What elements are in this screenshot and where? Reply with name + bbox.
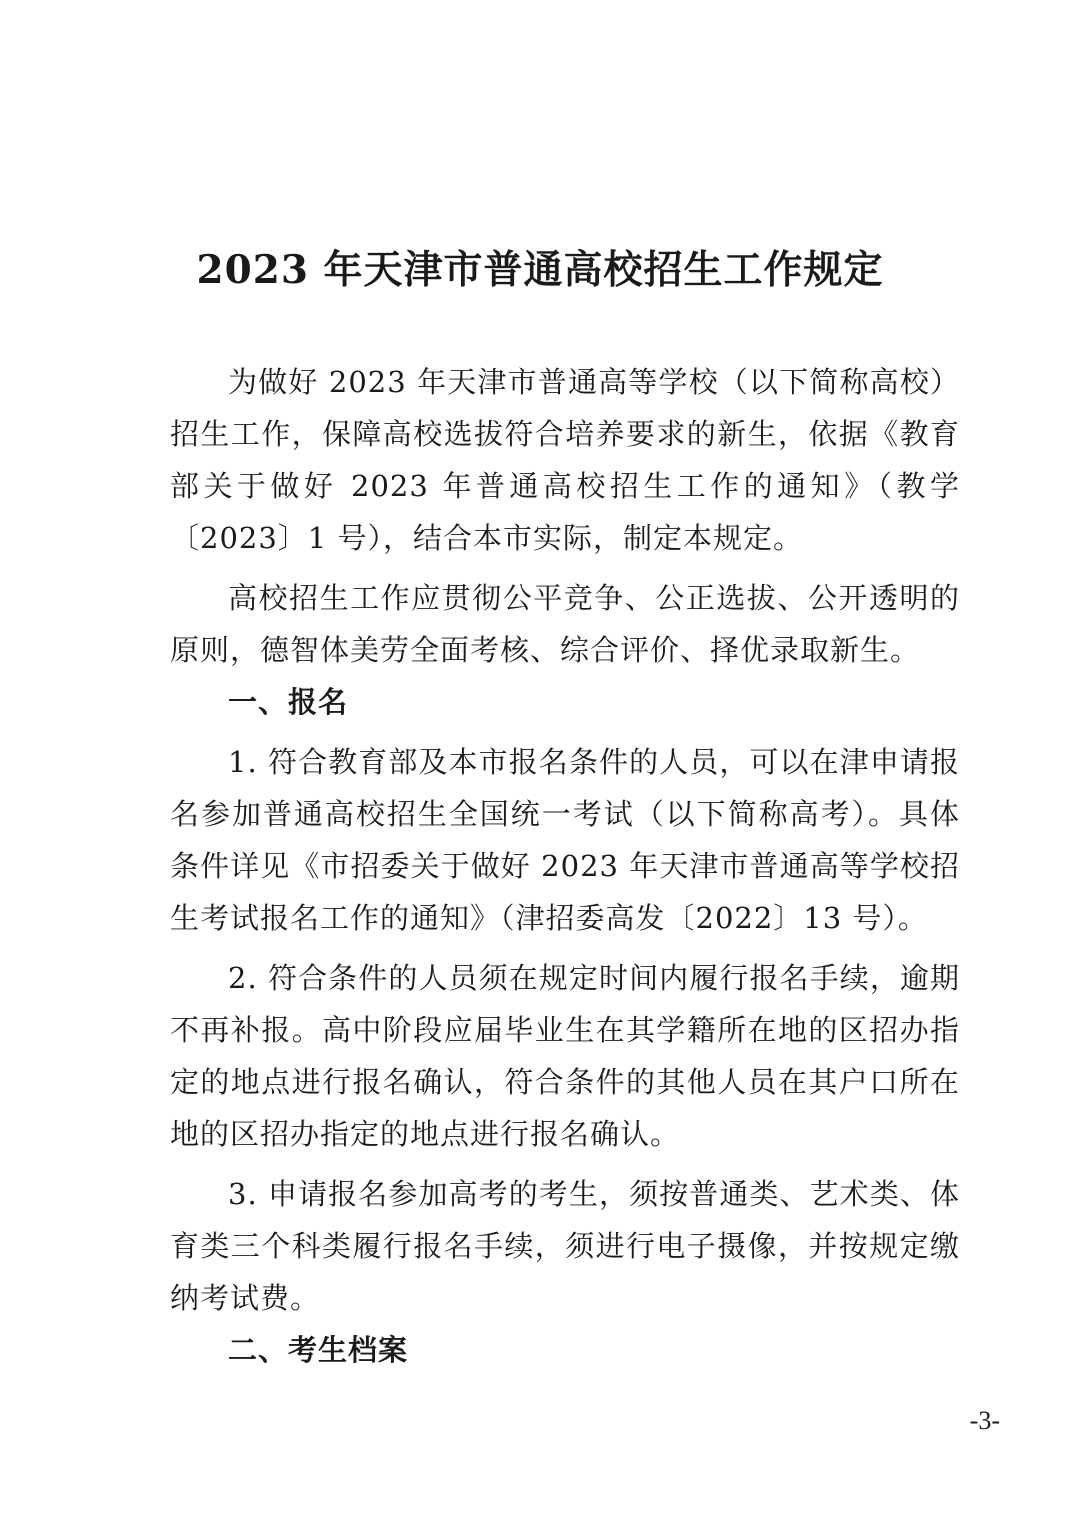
paragraph-principle: 高校招生工作应贯彻公平竞争、公正选拔、公开透明的原则，德智体美劳全面考核、综合评价、择优录取新生。	[170, 581, 960, 667]
paragraph-intro: 为做好 2023 年天津市普通高等学校（以下简称高校）招生工作，保障高校选拔符合培养要求的新生，依据《教育部关于做好 2023 年普通高校招生工作的通知》（教学〔2023〕1 号），结合本市实际，制定本规定。	[170, 365, 960, 555]
section-heading-candidate-files: 二、考生档案	[228, 1333, 409, 1367]
section-heading-registration: 一、报名	[228, 685, 349, 719]
page-number: -3-	[969, 1406, 1000, 1435]
paragraph-item-3: 3. 申请报名参加高考的考生，须按普通类、艺术类、体育类三个科类履行报名手续，须进行电子摄像，并按规定缴纳考试费。	[170, 1177, 960, 1315]
paragraph-item-2: 2. 符合条件的人员须在规定时间内履行报名手续，逾期不再补报。高中阶段应届毕业生在其学籍所在地的区招办指定的地点进行报名确认，符合条件的其他人员在其户口所在地的区招办指定的地点进行报名确认。	[170, 961, 960, 1151]
document-body	[170, 356, 960, 1376]
document-title: 2023 年天津市普通高校招生工作规定	[196, 247, 884, 293]
paragraph-item-1: 1. 符合教育部及本市报名条件的人员，可以在津申请报名参加普通高校招生全国统一考试（以下简称高考）。具体条件详见《市招委关于做好 2023 年天津市普通高等学校招生考试报名工作的通知》（津招委高发〔2022〕13 号）。	[170, 745, 960, 935]
